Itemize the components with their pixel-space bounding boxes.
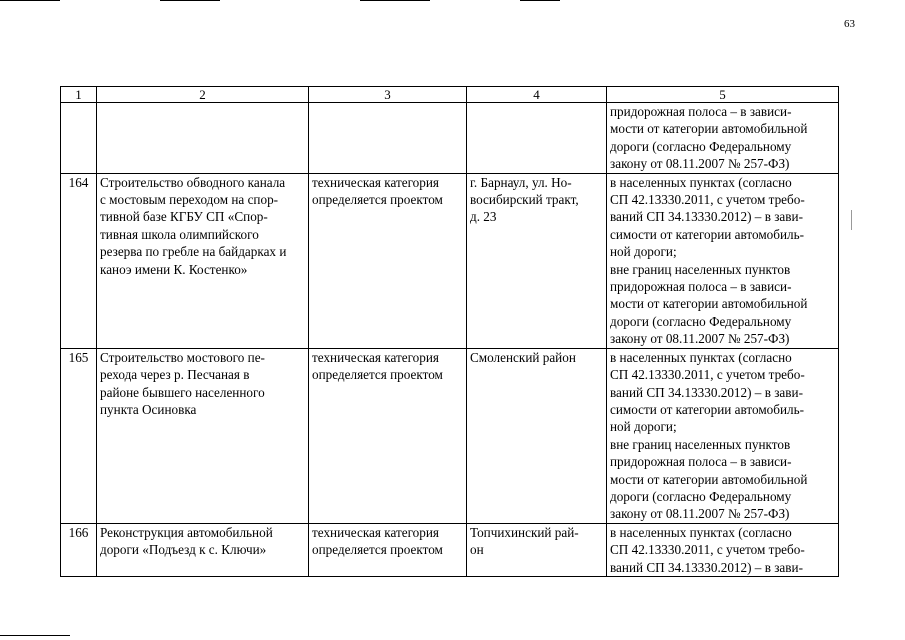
top-rule	[0, 0, 60, 1]
text-line: придорожная полоса – в зависи-	[610, 279, 792, 295]
text-line: Строительство обводного канала	[100, 174, 286, 190]
text-line: закону от 08.11.2007 № 257-ФЗ)	[610, 506, 790, 522]
column-header: 3	[309, 87, 467, 103]
table-header-row	[61, 87, 839, 103]
table-row	[61, 348, 839, 523]
row-number-cell: 166	[61, 523, 97, 576]
text-line: закону от 08.11.2007 № 257-ФЗ)	[610, 331, 790, 347]
text-line: районе бывшего населенного	[100, 384, 265, 400]
text-line: придорожная полоса – в зависи-	[610, 104, 792, 119]
object-name-cell	[97, 173, 309, 348]
text-line: техническая категория	[312, 174, 439, 190]
top-rule	[160, 0, 220, 1]
text-line: СП 42.13330.2011, с учетом требо-	[610, 542, 805, 558]
column-header: 2	[97, 87, 309, 103]
text-line: дороги «Подъезд к с. Ключи»	[100, 542, 267, 558]
table-row	[61, 523, 839, 576]
object-name-cell	[97, 523, 309, 576]
object-name-cell	[97, 348, 309, 523]
text-line: вне границ населенных пунктов	[610, 436, 791, 452]
table-row	[61, 173, 839, 348]
location-cell	[467, 523, 607, 576]
text-line: Реконструкция автомобильной	[100, 524, 273, 540]
text-line: придорожная полоса – в зависи-	[610, 454, 792, 470]
text-line: Смоленский район	[470, 349, 576, 365]
text-line: в населенных пунктах (согласно	[610, 349, 792, 365]
text-line: мости от категории автомобильной	[610, 296, 808, 312]
zone-cell	[607, 173, 839, 348]
text-line: ваний СП 34.13330.2012) – в зави-	[610, 209, 803, 225]
text-line: определяется проектом	[312, 367, 443, 383]
text-line: вне границ населенных пунктов	[610, 261, 791, 277]
text-line: пункта Осиновка	[100, 401, 197, 417]
text-line: ной дороги;	[610, 419, 677, 435]
text-line: тивная школа олимпийского	[100, 226, 259, 242]
zone-cell	[607, 348, 839, 523]
text-line: д. 23	[470, 209, 497, 225]
row-number-cell: 164	[61, 173, 97, 348]
text-line: каноэ имени К. Костенко»	[100, 261, 248, 277]
text-line: г. Барнаул, ул. Но-	[470, 174, 572, 190]
text-line: рехода через р. Песчаная в	[100, 367, 250, 383]
location-cell	[467, 103, 607, 174]
row-number-cell	[61, 103, 97, 174]
bottom-rule	[0, 635, 70, 636]
text-line: восибирский тракт,	[470, 192, 579, 208]
text-line: симости от категории автомобиль-	[610, 226, 805, 242]
text-line: закону от 08.11.2007 № 257-ФЗ)	[610, 156, 790, 172]
top-rule	[520, 0, 560, 1]
text-line: резерва по гребле на байдарках и	[100, 244, 287, 260]
text-line: дороги (согласно Федеральному	[610, 488, 792, 504]
object-name-cell	[97, 103, 309, 174]
text-line: Строительство мостового пе-	[100, 349, 265, 365]
parameter-cell	[309, 103, 467, 174]
page-number: 63	[844, 18, 855, 30]
text-line: определяется проектом	[312, 192, 443, 208]
text-line: в населенных пунктах (согласно	[610, 524, 792, 540]
parameter-cell	[309, 173, 467, 348]
text-line: тивной базе КГБУ СП «Спор-	[100, 209, 268, 225]
zone-cell	[607, 103, 839, 174]
location-cell	[467, 173, 607, 348]
text-line: в населенных пунктах (согласно	[610, 174, 792, 190]
text-line: с мостовым переходом на спор-	[100, 192, 279, 208]
text-line: определяется проектом	[312, 542, 443, 558]
text-line: ной дороги;	[610, 244, 677, 260]
text-line: СП 42.13330.2011, с учетом требо-	[610, 192, 805, 208]
column-header: 4	[467, 87, 607, 103]
text-line: техническая категория	[312, 524, 439, 540]
top-rule	[360, 0, 430, 1]
text-line: он	[470, 542, 484, 558]
text-line: ваний СП 34.13330.2012) – в зави-	[610, 384, 803, 400]
margin-mark	[851, 210, 852, 230]
column-header: 5	[607, 87, 839, 103]
text-line: мости от категории автомобильной	[610, 471, 808, 487]
text-line: симости от категории автомобиль-	[610, 401, 805, 417]
zone-cell	[607, 523, 839, 576]
parameter-cell	[309, 523, 467, 576]
column-header: 1	[61, 87, 97, 103]
text-line: техническая категория	[312, 349, 439, 365]
text-line: мости от категории автомобильной	[610, 121, 808, 137]
table-row	[61, 103, 839, 174]
text-line: дороги (согласно Федеральному	[610, 138, 792, 154]
text-line: ваний СП 34.13330.2012) – в зави-	[610, 559, 803, 575]
row-number-cell: 165	[61, 348, 97, 523]
text-line: Топчихинский рай-	[470, 524, 579, 540]
text-line: дороги (согласно Федеральному	[610, 313, 792, 329]
location-cell	[467, 348, 607, 523]
text-line: СП 42.13330.2011, с учетом требо-	[610, 367, 805, 383]
parameter-cell	[309, 348, 467, 523]
document-table	[60, 86, 839, 577]
